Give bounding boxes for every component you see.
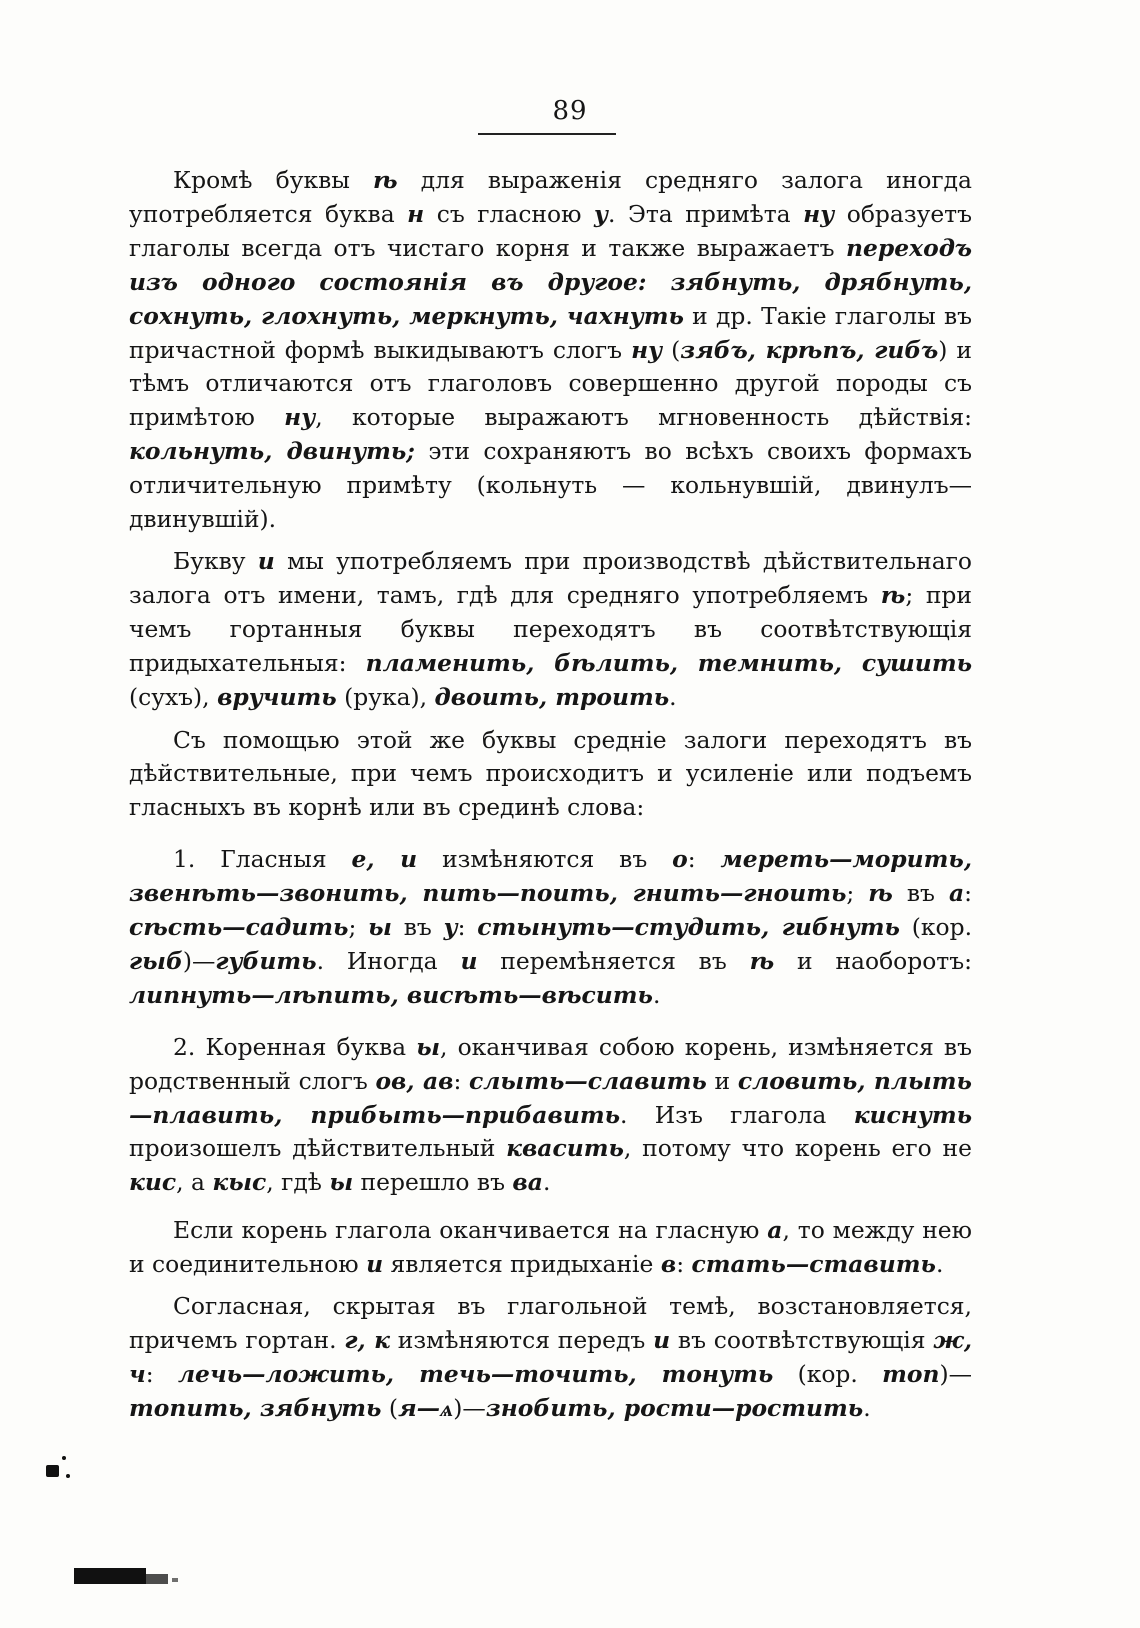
paragraph [129, 843, 972, 1013]
text-run: : [145, 1359, 178, 1388]
text-run: : [457, 913, 478, 942]
italic-example: ы [416, 1032, 441, 1061]
italic-example: ну [631, 335, 663, 364]
scan-blot [146, 1574, 168, 1584]
italic-example: сѣсть—садить [129, 913, 349, 942]
italic-example: зябъ, крѣпъ, гибъ [680, 335, 939, 364]
italic-example: кольнуть, двинуть; [129, 437, 415, 466]
text-run: . [542, 1168, 551, 1197]
italic-example: ов, ав [375, 1066, 454, 1095]
text-run: образуетъ глаголы всегда отъ чистаго корня и также выражаетъ [129, 199, 972, 262]
italic-example: ва [512, 1168, 543, 1197]
text-run: (кор. [899, 913, 972, 942]
italic-example: г, к [344, 1326, 390, 1354]
text-run: : [687, 845, 721, 874]
text-run: )— [453, 1393, 486, 1422]
text-run: перешло въ [353, 1168, 513, 1197]
italic-example: стынуть—студить, гибнуть [477, 913, 900, 942]
italic-example: словить, плыть—плавить, прибыть—прибавить [129, 1066, 972, 1129]
text-run: измѣняются передъ [390, 1326, 654, 1354]
italic-example: пламенить, бѣлить, темнить, сушить [365, 648, 972, 677]
text-run: : [453, 1066, 470, 1095]
text-run: измѣняются въ [417, 845, 673, 874]
text-run: и наоборотъ: [774, 946, 972, 975]
italic-example: стать—ставить [691, 1250, 936, 1279]
italic-example: и [653, 1326, 671, 1354]
text-run: произошелъ дѣйствительный [129, 1134, 507, 1163]
italic-example: губить [215, 946, 317, 975]
text-run: Букву [173, 546, 258, 575]
text-run: ) и тѣмъ отличаются отъ глаголовъ совершенно другой породы съ примѣтою [129, 335, 972, 432]
italic-example: у [443, 913, 458, 942]
italic-example: ѣ [880, 580, 906, 609]
text-run: для выраженія средняго залога иногда употребляется буква [129, 166, 973, 228]
italic-example: киснуть [853, 1100, 973, 1129]
italic-example: липнуть—лѣпить, висѣть—вѣсить [129, 980, 653, 1009]
page-number-rule [478, 133, 616, 135]
text-run: и [706, 1066, 738, 1095]
text-run: Если корень глагола оканчивается на гласную [173, 1216, 768, 1245]
italic-example: у [594, 199, 608, 228]
text-run: . [863, 1393, 871, 1422]
text-run: : [964, 879, 972, 908]
italic-example: и [366, 1250, 384, 1279]
paragraph [129, 545, 972, 715]
text-run: ; при чемъ гортанныя буквы переходятъ въ соотвѣтствующія придыхательныя: [129, 580, 972, 677]
text-run: эти сохраняютъ во всѣхъ своихъ формахъ отличительную примѣту (кольнуть — кольнувшій, двинулъ— двинувшій). [129, 437, 972, 534]
paragraph [129, 164, 972, 537]
italic-example: ѣ [373, 166, 398, 194]
text-run: 1. Гласныя [173, 845, 352, 874]
text-run: въ [892, 879, 949, 908]
text-run: , а [176, 1168, 213, 1197]
text-run: въ [391, 913, 444, 942]
italic-example: а [948, 879, 965, 908]
paragraph [129, 1214, 972, 1282]
paragraph [129, 1290, 972, 1426]
text-run: , оканчивая собою корень, измѣняется въ родственный слогъ [129, 1032, 972, 1095]
text-run: . [935, 1250, 944, 1279]
italic-example: двоить, троить [434, 682, 670, 711]
text-run: . [669, 682, 677, 711]
text-run: ( [662, 335, 681, 364]
scan-speck [66, 1474, 70, 1478]
text-run: , которые выражаютъ мгновенность дѣйствія: [315, 403, 972, 432]
italic-example: ну [803, 199, 835, 228]
italic-example: переходъ изъ одного состоянія въ другое: зябнуть, дрябнуть, сохнуть, глохнуть, меркнуть, чахнуть [129, 233, 972, 330]
paragraph [129, 724, 972, 826]
italic-example: квасить [506, 1134, 624, 1163]
text-run: мы употребляемъ при производствѣ дѣйствительнаго залога отъ имени, тамъ, гдѣ для средняго употребляемъ [129, 546, 973, 609]
italic-example: е, и [351, 845, 418, 874]
text-run: . [652, 980, 661, 1009]
text-run: ( [381, 1393, 399, 1422]
text-run: Согласная, скрытая въ глагольной темѣ, возстановляется, причемъ гортан. [129, 1292, 972, 1354]
scan-blot [74, 1568, 146, 1584]
italic-example: топить, зябнуть [129, 1393, 382, 1422]
italic-example: ну [284, 403, 316, 432]
italic-example: и [460, 946, 478, 975]
italic-example: в [660, 1250, 677, 1279]
text-run: . Иногда [316, 946, 461, 975]
text-run: съ гласною [424, 199, 594, 228]
text-run: )— [939, 1359, 973, 1388]
text-run: , гдѣ [266, 1168, 330, 1197]
italic-example: кыс [212, 1168, 267, 1197]
text-run: 2. Коренная буква [173, 1032, 417, 1061]
italic-example: н [407, 199, 425, 228]
italic-example: я—ѧ [398, 1393, 454, 1422]
italic-example: кис [129, 1168, 177, 1197]
italic-example: ѣ [868, 879, 893, 908]
text-run: (кор. [773, 1359, 883, 1388]
text-run: Кромѣ буквы [173, 166, 374, 194]
text-run: является придыханіе [383, 1250, 661, 1279]
text-run: (сухъ), [129, 682, 218, 711]
italic-example: ы [329, 1168, 354, 1197]
text-run: и др. Такіе глаголы въ причастной формѣ выкидываютъ слогъ [129, 301, 972, 364]
scan-speck [172, 1578, 178, 1582]
italic-example: мереть—морить, звенѣть—звонить, пить—поить, гнить—гноить [129, 845, 972, 908]
italic-example: гыб [129, 946, 183, 975]
paragraph [129, 1031, 972, 1201]
text-run: ; [348, 913, 369, 942]
text-run: . Изъ глагола [620, 1100, 854, 1129]
text-run: : [676, 1250, 692, 1279]
italic-example: и [257, 546, 275, 575]
text-run: въ соотвѣтствующія [670, 1326, 934, 1354]
italic-example: знобить, рости—ростить [485, 1393, 864, 1422]
italic-example: слыть—славить [469, 1066, 707, 1095]
italic-example: лечь—ложить, течь—точить, тонуть [177, 1359, 774, 1388]
italic-example: ы [368, 913, 392, 942]
text-run: . Эта примѣта [608, 199, 804, 228]
italic-example: о [672, 845, 688, 874]
italic-example: а [767, 1216, 783, 1245]
text-run: )— [182, 946, 216, 975]
italic-example: ѣ [749, 946, 775, 975]
text-run: перемѣняется въ [477, 946, 750, 975]
text-run: Съ помощью этой же буквы средніе залоги переходятъ въ дѣйствительные, при чемъ происходитъ и усиленіе или подъемъ гласныхъ въ корнѣ или въ срединѣ слова: [129, 725, 972, 822]
text-run: , то между нею и соединительною [129, 1216, 973, 1279]
italic-example: топ [882, 1359, 940, 1388]
body-text [129, 164, 972, 1434]
text-run: (рука), [336, 682, 435, 711]
text-run: , потому что корень его не [623, 1134, 972, 1163]
scan-speck [46, 1465, 59, 1477]
page-number: 89 [552, 96, 588, 126]
scan-speck [62, 1456, 66, 1460]
italic-example: вручить [217, 682, 337, 711]
text-run: ; [846, 879, 869, 908]
italic-example: ж, ч [129, 1326, 972, 1388]
